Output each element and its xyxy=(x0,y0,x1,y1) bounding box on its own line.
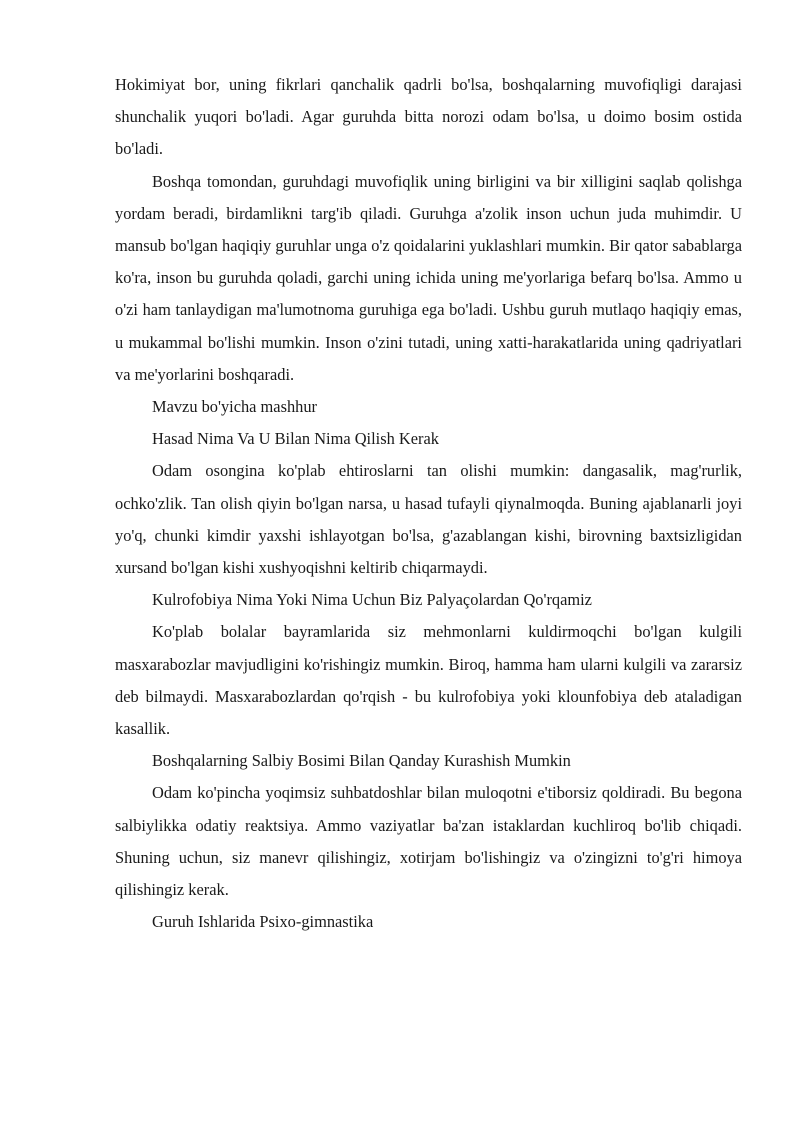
popular-topics-heading: Mavzu bo'yicha mashhur xyxy=(152,397,317,417)
paragraph-coulrophobia: Ko'plab bolalar bayramlarida siz mehmonlarni kuldirmoqchi bo'lgan kulgili masxarabozlar mavjudligini ko'rishingiz mumkin. Biroq, hamma ham ularni kulgili va zararsiz deb bilmaydi. Masxarabozlardan qo'rqish - bu kulrofobiya yoki klounfobiya deb ataladigan kasallik. xyxy=(115,622,742,739)
link-heading-coulrophobia[interactable]: Kulrofobiya Nima Yoki Nima Uchun Biz Palyaçolardan Qo'rqamiz xyxy=(152,590,592,610)
paragraph-negative-pressure: Odam ko'pincha yoqimsiz suhbatdoshlar bilan muloqotni e'tiborsiz qoldiradi. Bu begona salbiylikka odatiy reaktsiya. Ammo vaziyatlar ba'zan istaklardan kuchliroq bo'lib chiqadi. Shuning uchun, siz manevr qilishingiz, xotirjam bo'lishingiz va o'zingizni to'g'ri himoya qilishingiz kerak. xyxy=(115,783,742,900)
link-heading-psycho-gymnastics[interactable]: Guruh Ishlarida Psixo-gimnastika xyxy=(152,912,374,932)
paragraph-conformity: Boshqa tomondan, guruhdagi muvofiqlik uning birligini va bir xilligini saqlab qolishga yordam beradi, birdamlikni targ'ib qiladi. Guruhga a'zolik inson uchun juda muhimdir. U mansub bo'lgan haqiqiy guruhlar unga o'z qoidalarini yuklashlari mumkin. Bir qator sabablarga ko'ra, inson bu guruhda qoladi, garchi uning ichida uning me'yorlariga befarq bo'lsa. Ammo u o'zi ham tanlaydigan ma'lumotnoma guruhiga ega bo'ladi. Ushbu guruh mutlaqo haqiqiy emas, u mukammal bo'lishi mumkin. Inson o'zini tutadi, uning xatti-harakatlarida uning qadriyatlari va me'yorlarini boshqaradi. xyxy=(115,171,742,384)
paragraph-envy: Odam osongina ko'plab ehtiroslarni tan olishi mumkin: dangasalik, mag'rurlik, ochko'zlik. Tan olish qiyin bo'lgan narsa, u hasad tufayli qiynalmoqda. Buning ajablanarli joyi yo'q, chunki kimdir yaxshi ishlayotgan bo'lsa, g'azablangan kishi, birovning baxtsizligidan xursand bo'lgan kishi xushyoqishni keltirib chiqarmaydi. xyxy=(115,461,742,578)
link-heading-negative-pressure[interactable]: Boshqalarning Salbiy Bosimi Bilan Qanday Kurashish Mumkin xyxy=(152,751,571,771)
link-heading-envy[interactable]: Hasad Nima Va U Bilan Nima Qilish Kerak xyxy=(152,429,439,449)
paragraph-authority: Hokimiyat bor, uning fikrlari qanchalik qadrli bo'lsa, boshqalarning muvofiqligi darajasi shunchalik yuqori bo'ladi. Agar guruhda bitta norozi odam bo'lsa, u doimo bosim ostida bo'ladi. xyxy=(115,75,742,159)
document-body xyxy=(115,69,742,938)
